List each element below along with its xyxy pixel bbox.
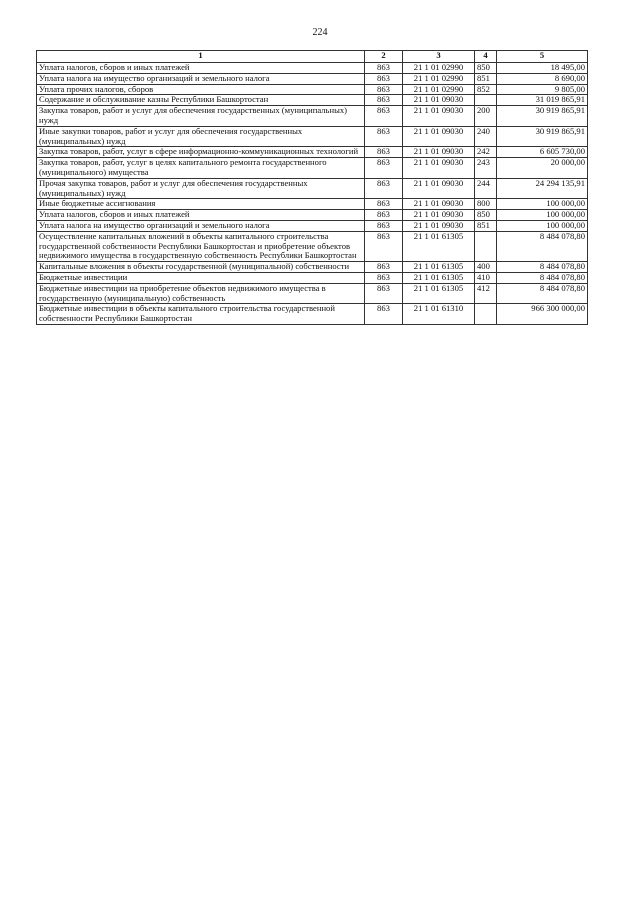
table-row — [37, 199, 588, 210]
amount-cell: 8 484 078,80 — [497, 262, 588, 273]
admin-code-cell: 863 — [365, 304, 403, 325]
expense-type-cell — [475, 304, 497, 325]
expense-type-cell: 800 — [475, 199, 497, 210]
target-article-cell: 21 1 01 02990 — [403, 73, 475, 84]
amount-cell: 30 919 865,91 — [497, 106, 588, 127]
expense-name-cell: Осуществление капитальных вложений в объекты капитального строительства государственной собственности Республики Башкортостан и приобретение объектов недвижимого имущества в государственную собственность Республики Башкортостан — [37, 231, 365, 261]
amount-cell: 31 019 865,91 — [497, 95, 588, 106]
expense-name-cell: Уплата налогов, сборов и иных платежей — [37, 210, 365, 221]
column-header: 2 — [365, 51, 403, 63]
target-article-cell: 21 1 01 61305 — [403, 272, 475, 283]
expense-name-cell: Прочая закупка товаров, работ и услуг для обеспечения государственных (муниципальных) нужд — [37, 178, 365, 199]
target-article-cell: 21 1 01 61310 — [403, 304, 475, 325]
expense-name-cell: Закупка товаров, работ, услуг в сфере информационно-коммуникационных технологий — [37, 147, 365, 158]
table-row — [37, 210, 588, 221]
admin-code-cell: 863 — [365, 95, 403, 106]
expense-type-cell: 850 — [475, 210, 497, 221]
expense-name-cell: Бюджетные инвестиции — [37, 272, 365, 283]
admin-code-cell: 863 — [365, 84, 403, 95]
amount-cell: 6 605 730,00 — [497, 147, 588, 158]
target-article-cell: 21 1 01 09030 — [403, 106, 475, 127]
expense-type-cell — [475, 231, 497, 261]
amount-cell: 100 000,00 — [497, 220, 588, 231]
table-row — [37, 283, 588, 304]
expense-type-cell: 850 — [475, 63, 497, 74]
target-article-cell: 21 1 01 09030 — [403, 147, 475, 158]
target-article-cell: 21 1 01 61305 — [403, 231, 475, 261]
expense-name-cell: Закупка товаров, работ и услуг для обеспечения государственных (муниципальных) нужд — [37, 106, 365, 127]
target-article-cell: 21 1 01 02990 — [403, 63, 475, 74]
amount-cell: 8 690,00 — [497, 73, 588, 84]
expense-type-cell — [475, 95, 497, 106]
table-header-row — [37, 51, 588, 63]
expense-name-cell: Бюджетные инвестиции на приобретение объектов недвижимого имущества в государственную (муниципальную) собственность — [37, 283, 365, 304]
expense-name-cell: Уплата налога на имущество организаций и земельного налога — [37, 220, 365, 231]
amount-cell: 8 484 078,80 — [497, 231, 588, 261]
column-header: 4 — [475, 51, 497, 63]
expense-type-cell: 200 — [475, 106, 497, 127]
table-row — [37, 158, 588, 179]
target-article-cell: 21 1 01 09030 — [403, 95, 475, 106]
target-article-cell: 21 1 01 61305 — [403, 283, 475, 304]
expense-type-cell: 244 — [475, 178, 497, 199]
admin-code-cell: 863 — [365, 283, 403, 304]
expense-name-cell: Уплата прочих налогов, сборов — [37, 84, 365, 95]
admin-code-cell: 863 — [365, 147, 403, 158]
column-header: 3 — [403, 51, 475, 63]
expense-type-cell: 410 — [475, 272, 497, 283]
admin-code-cell: 863 — [365, 158, 403, 179]
table-row — [37, 220, 588, 231]
expense-name-cell: Бюджетные инвестиции в объекты капитального строительства государственной собственности Республики Башкортостан — [37, 304, 365, 325]
target-article-cell: 21 1 01 09030 — [403, 178, 475, 199]
table-row — [37, 73, 588, 84]
column-header: 5 — [497, 51, 588, 63]
expense-type-cell: 240 — [475, 126, 497, 147]
amount-cell: 24 294 135,91 — [497, 178, 588, 199]
admin-code-cell: 863 — [365, 178, 403, 199]
admin-code-cell: 863 — [365, 262, 403, 273]
expense-type-cell: 242 — [475, 147, 497, 158]
table-row — [37, 63, 588, 74]
target-article-cell: 21 1 01 09030 — [403, 210, 475, 221]
page-number: 224 — [312, 27, 328, 38]
amount-cell: 9 805,00 — [497, 84, 588, 95]
target-article-cell: 21 1 01 09030 — [403, 158, 475, 179]
table-row — [37, 304, 588, 325]
budget-table — [36, 50, 588, 325]
expense-type-cell: 851 — [475, 73, 497, 84]
admin-code-cell: 863 — [365, 63, 403, 74]
admin-code-cell: 863 — [365, 231, 403, 261]
expense-name-cell: Закупка товаров, работ, услуг в целях капитального ремонта государственного (муниципального) имущества — [37, 158, 365, 179]
expense-name-cell: Иные бюджетные ассигнования — [37, 199, 365, 210]
admin-code-cell: 863 — [365, 220, 403, 231]
table-row — [37, 178, 588, 199]
table-row — [37, 95, 588, 106]
admin-code-cell: 863 — [365, 126, 403, 147]
target-article-cell: 21 1 01 61305 — [403, 262, 475, 273]
expense-type-cell: 400 — [475, 262, 497, 273]
expense-name-cell: Иные закупки товаров, работ и услуг для обеспечения государственных (муниципальных) нужд — [37, 126, 365, 147]
expense-name-cell: Содержание и обслуживание казны Республики Башкортостан — [37, 95, 365, 106]
expense-type-cell: 412 — [475, 283, 497, 304]
amount-cell: 100 000,00 — [497, 199, 588, 210]
amount-cell: 18 495,00 — [497, 63, 588, 74]
target-article-cell: 21 1 01 09030 — [403, 126, 475, 147]
expense-type-cell: 851 — [475, 220, 497, 231]
amount-cell: 966 300 000,00 — [497, 304, 588, 325]
table-row — [37, 147, 588, 158]
amount-cell: 20 000,00 — [497, 158, 588, 179]
admin-code-cell: 863 — [365, 199, 403, 210]
table-row — [37, 84, 588, 95]
expense-type-cell: 852 — [475, 84, 497, 95]
table-row — [37, 262, 588, 273]
admin-code-cell: 863 — [365, 106, 403, 127]
amount-cell: 30 919 865,91 — [497, 126, 588, 147]
target-article-cell: 21 1 01 09030 — [403, 199, 475, 210]
table-body — [37, 63, 588, 325]
admin-code-cell: 863 — [365, 73, 403, 84]
expense-type-cell: 243 — [475, 158, 497, 179]
admin-code-cell: 863 — [365, 272, 403, 283]
amount-cell: 100 000,00 — [497, 210, 588, 221]
admin-code-cell: 863 — [365, 210, 403, 221]
target-article-cell: 21 1 01 02990 — [403, 84, 475, 95]
table-row — [37, 106, 588, 127]
amount-cell: 8 484 078,80 — [497, 272, 588, 283]
expense-name-cell: Капитальные вложения в объекты государственной (муниципальной) собственности — [37, 262, 365, 273]
amount-cell: 8 484 078,80 — [497, 283, 588, 304]
expense-name-cell: Уплата налогов, сборов и иных платежей — [37, 63, 365, 74]
table-row — [37, 231, 588, 261]
table-row — [37, 126, 588, 147]
table-row — [37, 272, 588, 283]
expense-name-cell: Уплата налога на имущество организаций и земельного налога — [37, 73, 365, 84]
column-header: 1 — [37, 51, 365, 63]
target-article-cell: 21 1 01 09030 — [403, 220, 475, 231]
